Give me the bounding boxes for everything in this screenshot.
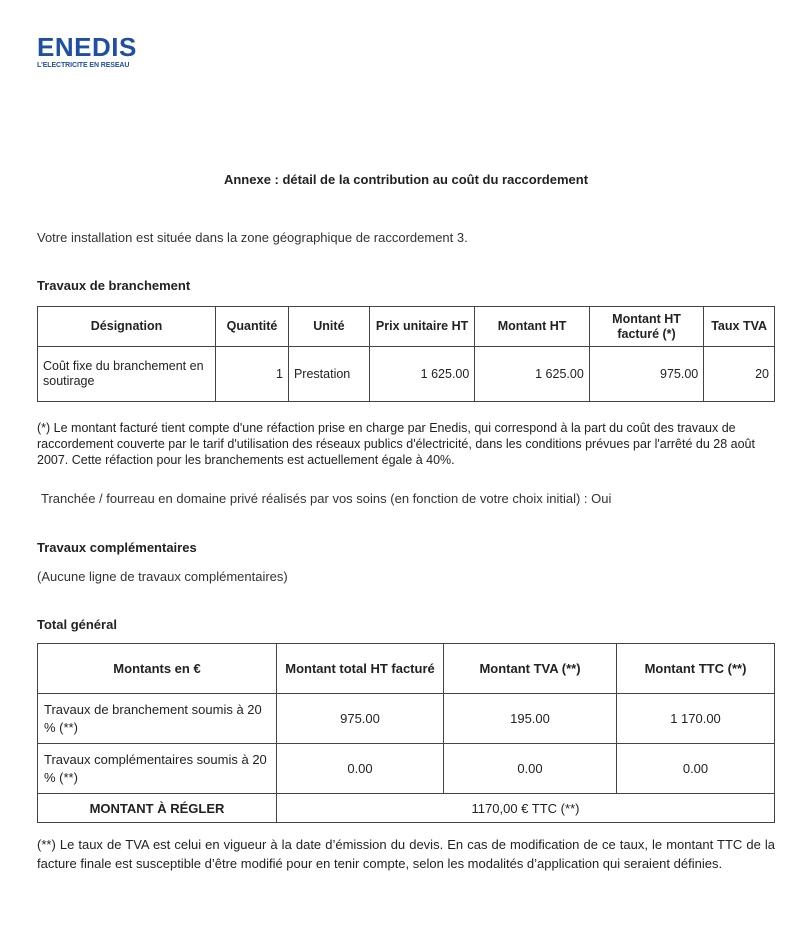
cell-tva: 20 xyxy=(704,347,775,402)
cell-designation: Coût fixe du branchement en soutirage xyxy=(38,347,216,402)
cell-quantite: 1 xyxy=(216,347,289,402)
table-row xyxy=(38,694,775,744)
cell-unite: Prestation xyxy=(288,347,369,402)
col-unite: Unité xyxy=(288,307,369,347)
row-label: Travaux de branchement soumis à 20 % (**) xyxy=(38,694,277,744)
enedis-logo xyxy=(37,34,137,69)
tranchee-text: Tranchée / fourreau en domaine privé réalisés par vos soins (en fonction de votre choix initial) : Oui xyxy=(41,491,612,506)
row-label: Travaux complémentaires soumis à 20 % (**) xyxy=(38,744,277,794)
row-ht: 975.00 xyxy=(277,694,444,744)
branchement-table xyxy=(37,306,775,402)
cell-montant: 1 625.00 xyxy=(475,347,589,402)
branchement-heading: Travaux de branchement xyxy=(37,278,191,293)
cell-prix: 1 625.00 xyxy=(369,347,475,402)
col-prix-unitaire: Prix unitaire HT xyxy=(369,307,475,347)
total-heading: Total général xyxy=(37,617,117,632)
complementaires-heading: Travaux complémentaires xyxy=(37,540,197,555)
col-total-ht: Montant total HT facturé xyxy=(277,644,444,694)
col-quantite: Quantité xyxy=(216,307,289,347)
zone-text: Votre installation est située dans la zone géographique de raccordement 3. xyxy=(37,230,468,245)
row-ht: 0.00 xyxy=(277,744,444,794)
col-taux-tva: Taux TVA xyxy=(704,307,775,347)
col-montants: Montants en € xyxy=(38,644,277,694)
row-ttc: 1 170.00 xyxy=(617,694,775,744)
col-tva: Montant TVA (**) xyxy=(444,644,617,694)
col-designation: Désignation xyxy=(38,307,216,347)
montant-a-regler-value: 1170,00 € TTC (**) xyxy=(277,794,775,823)
table-row-total xyxy=(38,794,775,823)
cell-facture: 975.00 xyxy=(589,347,703,402)
table-row xyxy=(38,744,775,794)
col-ttc: Montant TTC (**) xyxy=(617,644,775,694)
table-row xyxy=(38,347,775,402)
col-montant-facture: Montant HT facturé (*) xyxy=(589,307,703,347)
tva-note: (**) Le taux de TVA est celui en vigueur à la date d’émission du devis. En cas de modification de ce taux, le montant TTC de la facture finale est susceptible d’être modifié pour en tenir compte, selon les modalités d’application qui seraient définies. xyxy=(37,837,775,871)
logo-wordmark: ENEDIS xyxy=(37,32,137,62)
total-table xyxy=(37,643,775,823)
row-tva: 0.00 xyxy=(444,744,617,794)
page-title: Annexe : détail de la contribution au coût du raccordement xyxy=(223,172,589,187)
complementaires-text: (Aucune ligne de travaux complémentaires) xyxy=(37,569,288,584)
refaction-note: (*) Le montant facturé tient compte d'une réfaction prise en charge par Enedis, qui correspond à la part du coût des travaux de raccordement couverte par le tarif d'utilisation des réseaux publics d'électricité, dans les conditions prévues par l'arrêté du 28 août 2007. Cette réfaction pour les branchements est actuellement égale à 40%. xyxy=(37,421,755,467)
col-montant-ht: Montant HT xyxy=(475,307,589,347)
row-ttc: 0.00 xyxy=(617,744,775,794)
montant-a-regler-label: MONTANT À RÉGLER xyxy=(38,794,277,823)
logo-tagline: L'ELECTRICITE EN RESEAU xyxy=(37,62,130,69)
row-tva: 195.00 xyxy=(444,694,617,744)
